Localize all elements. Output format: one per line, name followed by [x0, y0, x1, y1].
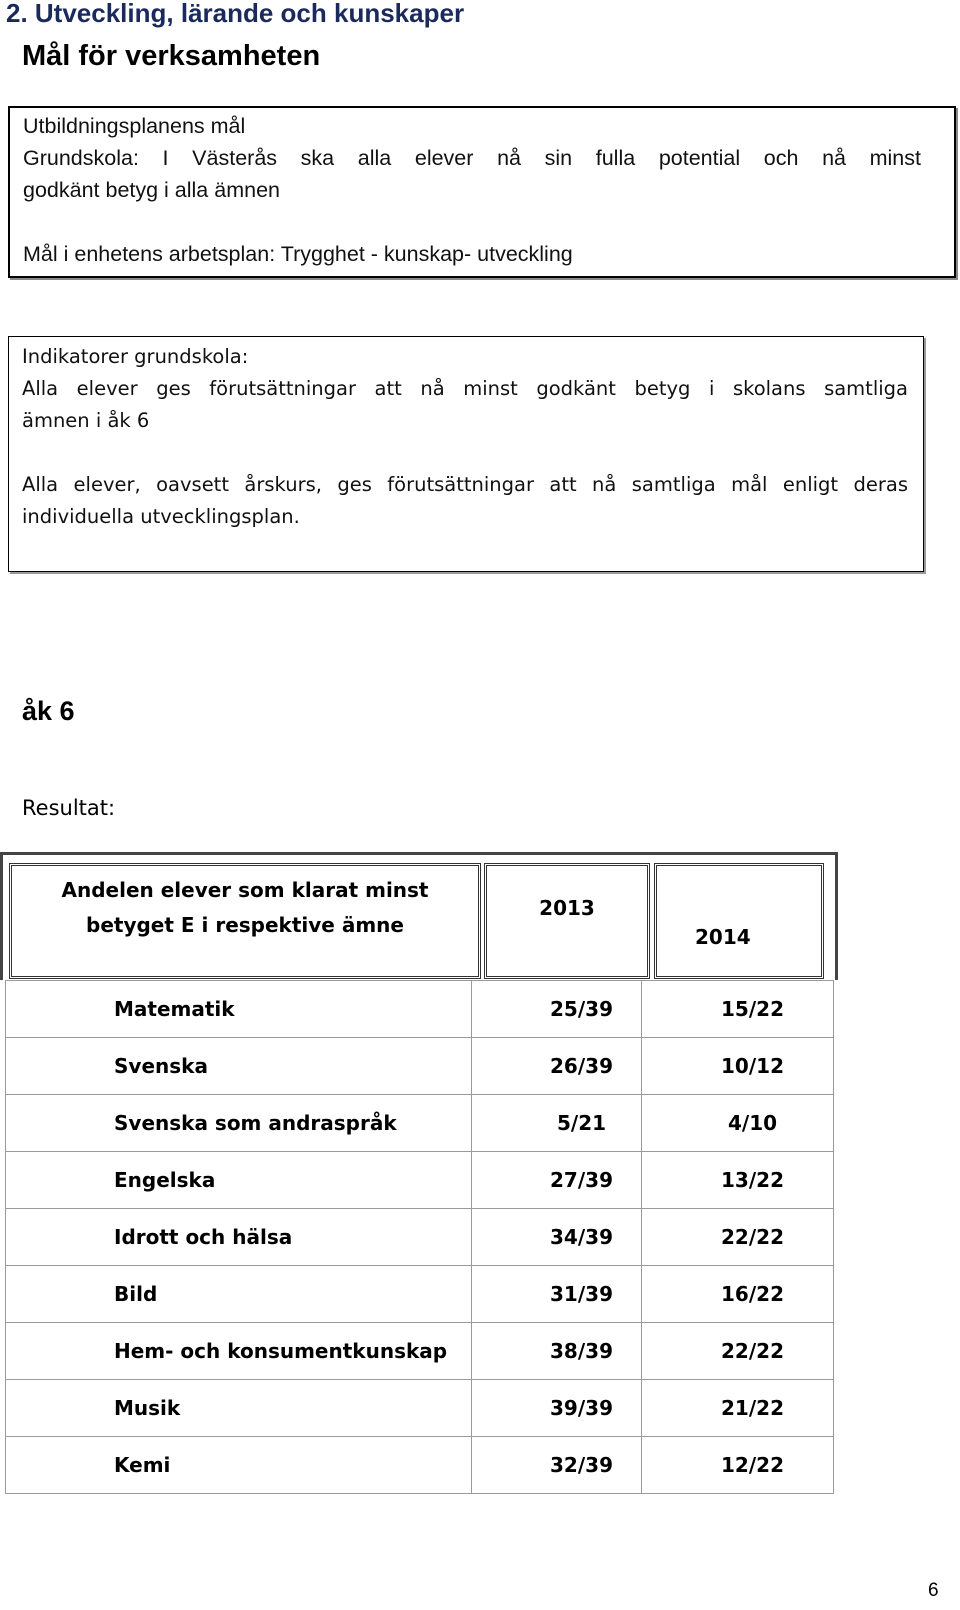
header-2014-label: 2014 [695, 925, 751, 949]
subject-cell: Engelska [6, 1152, 472, 1209]
subject-cell: Idrott och hälsa [6, 1209, 472, 1266]
value-2013-cell: 26/39 [472, 1038, 642, 1095]
subject-cell: Svenska [6, 1038, 472, 1095]
value-2014-cell: 13/22 [642, 1152, 834, 1209]
header-cell-2013 [484, 863, 650, 979]
value-2014-cell: 10/12 [642, 1038, 834, 1095]
indicators-heading: Indikatorer grundskola: [22, 345, 249, 368]
indicator-1-line1: Alla elever ges förutsättningar att nå minst godkänt betyg i skolans samtliga [22, 377, 908, 400]
results-table-header [0, 852, 838, 980]
curriculum-goal-text-line1: Grundskola: I Västerås ska alla elever nå sin fulla potential och nå minst [23, 146, 921, 170]
table-row [6, 1209, 834, 1266]
header-cell-description [9, 863, 481, 979]
indicator-2-line2: individuella utvecklingsplan. [22, 505, 300, 528]
header-description-line2: betyget E i respektive ämne [86, 913, 404, 937]
value-2013-cell: 25/39 [472, 981, 642, 1038]
subject-cell: Matematik [6, 981, 472, 1038]
value-2013-cell: 5/21 [472, 1095, 642, 1152]
value-2013-cell: 39/39 [472, 1380, 642, 1437]
value-2014-cell: 21/22 [642, 1380, 834, 1437]
result-label: Resultat: [22, 796, 116, 820]
header-description-line1: Andelen elever som klarat minst [61, 878, 429, 902]
value-2014-cell: 16/22 [642, 1266, 834, 1323]
value-2013-cell: 32/39 [472, 1437, 642, 1494]
table-row [6, 1095, 834, 1152]
curriculum-goals-box [8, 106, 956, 278]
value-2014-cell: 15/22 [642, 981, 834, 1038]
table-row [6, 1323, 834, 1380]
value-2013-cell: 31/39 [472, 1266, 642, 1323]
header-cell-2014 [654, 863, 824, 979]
results-table [5, 980, 834, 1494]
table-row [6, 1266, 834, 1323]
subject-cell: Hem- och konsumentkunskap [6, 1323, 472, 1380]
value-2013-cell: 38/39 [472, 1323, 642, 1380]
header-2013-label: 2013 [539, 896, 595, 920]
table-row [6, 1380, 834, 1437]
subject-cell: Musik [6, 1380, 472, 1437]
value-2014-cell: 22/22 [642, 1209, 834, 1266]
table-row [6, 981, 834, 1038]
curriculum-goals-heading: Utbildningsplanens mål [23, 114, 246, 138]
indicators-box [8, 336, 924, 572]
subject-cell: Bild [6, 1266, 472, 1323]
table-row [6, 1038, 834, 1095]
value-2014-cell: 22/22 [642, 1323, 834, 1380]
value-2013-cell: 34/39 [472, 1209, 642, 1266]
subject-cell: Svenska som andraspråk [6, 1095, 472, 1152]
value-2014-cell: 4/10 [642, 1095, 834, 1152]
table-row [6, 1437, 834, 1494]
table-row [6, 1152, 834, 1209]
value-2013-cell: 27/39 [472, 1152, 642, 1209]
value-2014-cell: 12/22 [642, 1437, 834, 1494]
results-table-body [6, 981, 834, 1494]
indicator-2-line1: Alla elever, oavsett årskurs, ges förutsättningar att nå samtliga mål enligt deras [22, 473, 908, 496]
page-number: 6 [928, 1580, 939, 1601]
page-title: Mål för verksamheten [22, 40, 321, 72]
indicator-1-line2: ämnen i åk 6 [22, 409, 150, 432]
workplan-goals-text: Mål i enhetens arbetsplan: Trygghet - kunskap- utveckling [23, 242, 573, 266]
section-title: 2. Utveckling, lärande och kunskaper [6, 0, 465, 28]
subject-cell: Kemi [6, 1437, 472, 1494]
curriculum-goal-text-line2: godkänt betyg i alla ämnen [23, 178, 280, 202]
grade-heading: åk 6 [22, 696, 75, 726]
